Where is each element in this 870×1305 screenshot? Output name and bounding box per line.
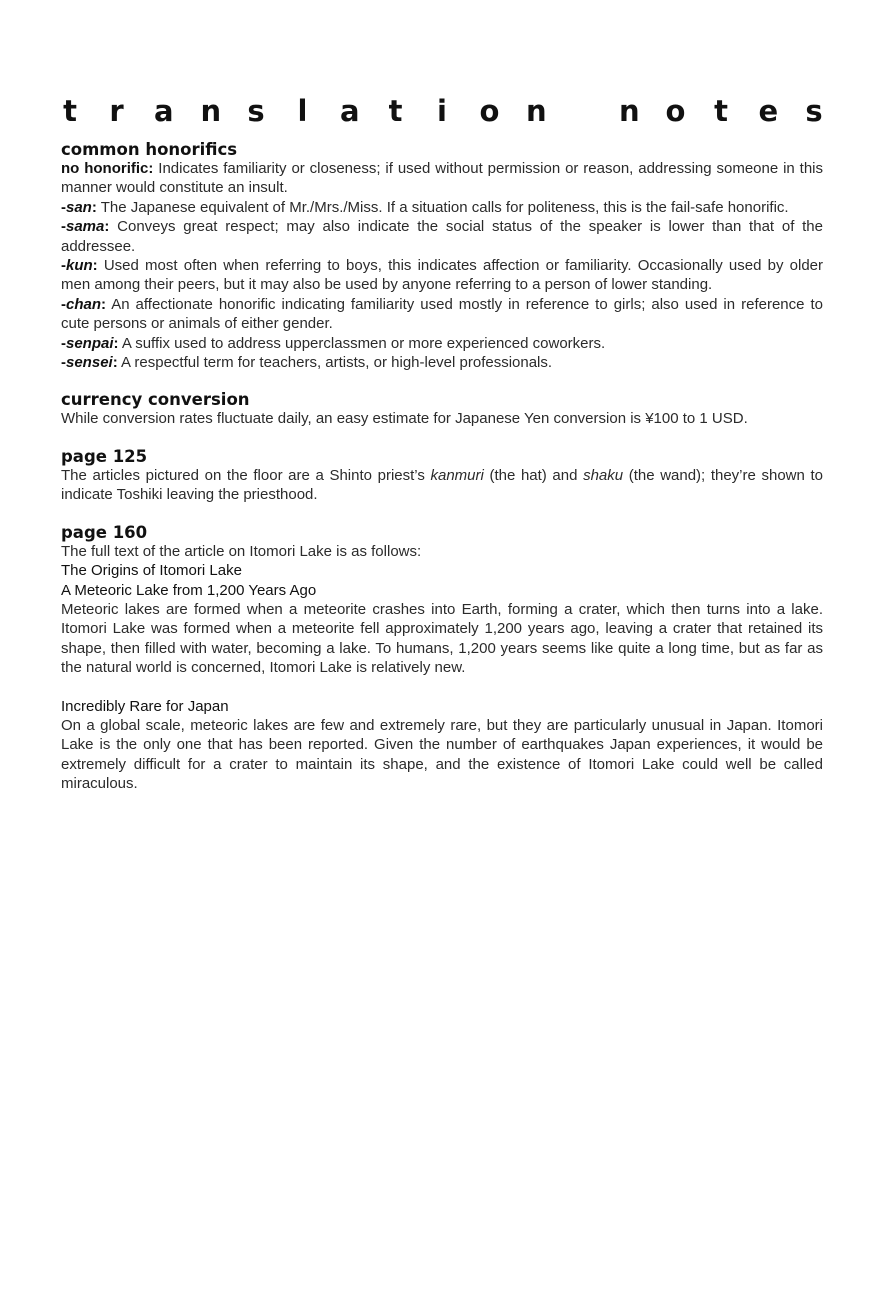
title-letter: r [109, 94, 124, 128]
honorific-definition: Used most often when referring to boys, this indicates affection or familiarity. Occasionally used by older men among their peers, but it may also be used by anyone referring to a person of lower standing. [61, 257, 823, 294]
title-letter: t [388, 94, 403, 128]
honorific-term [61, 296, 106, 313]
title-letter: t [714, 94, 728, 128]
currency-text: While conversion rates fluctuate daily, an easy estimate for Japanese Yen conversion is ¥100 to 1 USD. [61, 410, 748, 428]
title-letter: n [619, 94, 640, 128]
paragraph-gap [61, 678, 823, 697]
honorific-term-label: sama [66, 218, 105, 236]
honorific-term-dash: - [61, 218, 66, 236]
page-125-text-b: (the hat) and [483, 466, 584, 484]
honorific-term-colon: : [92, 257, 98, 275]
page-125-text [61, 466, 823, 505]
honorific-term-label: senpai [66, 334, 114, 352]
honorific-term-label: sensei [66, 354, 113, 372]
title-letter: l [297, 94, 308, 128]
honorific-entry [61, 334, 823, 353]
page-125-text-a: The articles pictured on the floor are a Shinto priest’s [61, 466, 431, 484]
article-body-1: Meteoric lakes are formed when a meteorite crashes into Earth, forming a crater, which then turns into a lake. Itomori Lake was formed when a meteorite fell approximately 1,200 years ago, leaving a crater that retained its shape, then filled with water, becoming a lake. To humans, 1,200 years seems like quite a long time, but as far as the natural world is concerned, Itomori Lake is relatively new. [61, 600, 823, 677]
title-letter-space [573, 96, 591, 126]
title-letter: n [526, 94, 547, 128]
page-125-heading: page 125 [61, 446, 148, 466]
honorific-entry [61, 295, 823, 334]
honorific-term-colon: : [91, 198, 97, 216]
honorific-definition: The Japanese equivalent of Mr./Mrs./Miss. If a situation calls for politeness, this is the fail-safe honorific. [96, 198, 789, 216]
honorific-entry [61, 217, 823, 256]
honorific-term [61, 218, 109, 235]
honorific-definition: Conveys great respect; may also indicate the social status of the speaker is lower than that of the addressee. [61, 218, 823, 255]
currency-heading: currency conversion [61, 390, 250, 410]
honorific-term [61, 257, 98, 274]
honorific-term [61, 160, 153, 177]
honorific-term-dash: - [61, 334, 66, 352]
page-160-intro: The full text of the article on Itomori Lake is as follows: [61, 542, 422, 560]
page-125-text-c: (the wand); they’re shown to indicate Toshiki leaving the priesthood. [61, 466, 823, 504]
honorific-definition: A suffix used to address upperclassmen or more experienced coworkers. [118, 334, 606, 352]
honorific-entry [61, 256, 823, 295]
article-section-2-title: Incredibly Rare for Japan [61, 697, 229, 715]
honorific-term-dash: - [61, 198, 66, 216]
title-letter: a [154, 94, 174, 128]
page-125-kanmuri: kanmuri [430, 466, 484, 484]
title-letter: n [200, 94, 222, 128]
title-letter: a [340, 94, 360, 128]
honorific-term-label: kun [66, 257, 93, 275]
honorific-term [61, 354, 118, 371]
title-letter: i [437, 94, 447, 128]
honorific-term-colon: : [112, 354, 118, 372]
honorific-term-label: san [66, 198, 92, 216]
honorific-term [61, 335, 119, 352]
currency-section [61, 390, 823, 428]
title-letter: s [247, 94, 265, 128]
title-letter: s [805, 94, 823, 128]
honorifics-section [61, 140, 823, 372]
honorific-entry [61, 198, 823, 217]
title-letter: t [63, 94, 77, 128]
honorific-term-label: no honorific [61, 160, 149, 177]
honorific-term-colon: : [104, 218, 110, 236]
honorific-definition: An affectionate honorific indicating familiarity used mostly in reference to girls; also used in reference to cute persons or animals of either gender. [61, 295, 823, 333]
translation-notes-page [61, 96, 823, 794]
honorific-term-colon: : [148, 160, 154, 177]
honorific-term [61, 199, 97, 216]
honorific-definition: Indicates familiarity or closeness; if used without permission or reason, addressing someone in this manner would constitute an insult. [61, 160, 824, 197]
article-title: The Origins of Itomori Lake [61, 562, 242, 580]
title-letter: e [758, 94, 779, 128]
page-125-shaku: shaku [583, 466, 624, 484]
honorific-entry [61, 159, 823, 198]
honorifics-heading: common honorifics [61, 140, 238, 159]
page-125-section [61, 447, 823, 505]
honorific-entry [61, 353, 823, 372]
title-letter: o [665, 94, 686, 128]
article-subtitle: A Meteoric Lake from 1,200 Years Ago [61, 581, 317, 599]
honorific-term-label: chan [66, 295, 102, 313]
honorific-term-colon: : [101, 295, 107, 313]
honorific-term-colon: : [113, 334, 119, 352]
article-body-2: On a global scale, meteoric lakes are few and extremely rare, but they are particularly unusual in Japan. Itomori Lake is the only one that has been reported. Given the number of earthquakes Japan experiences, it would be extremely difficult for a crater to maintain its shape, and the existence of Itomori Lake could well be called miraculous. [61, 716, 823, 793]
page-160-heading: page 160 [61, 522, 148, 542]
honorific-definition: A respectful term for teachers, artists, or high-level professionals. [117, 354, 553, 372]
page-160-section [61, 523, 823, 794]
page-title [61, 96, 823, 126]
title-letter: o [479, 94, 500, 128]
honorific-term-dash: - [61, 354, 66, 372]
honorific-term-dash: - [61, 257, 66, 275]
honorific-term-dash: - [61, 295, 66, 313]
